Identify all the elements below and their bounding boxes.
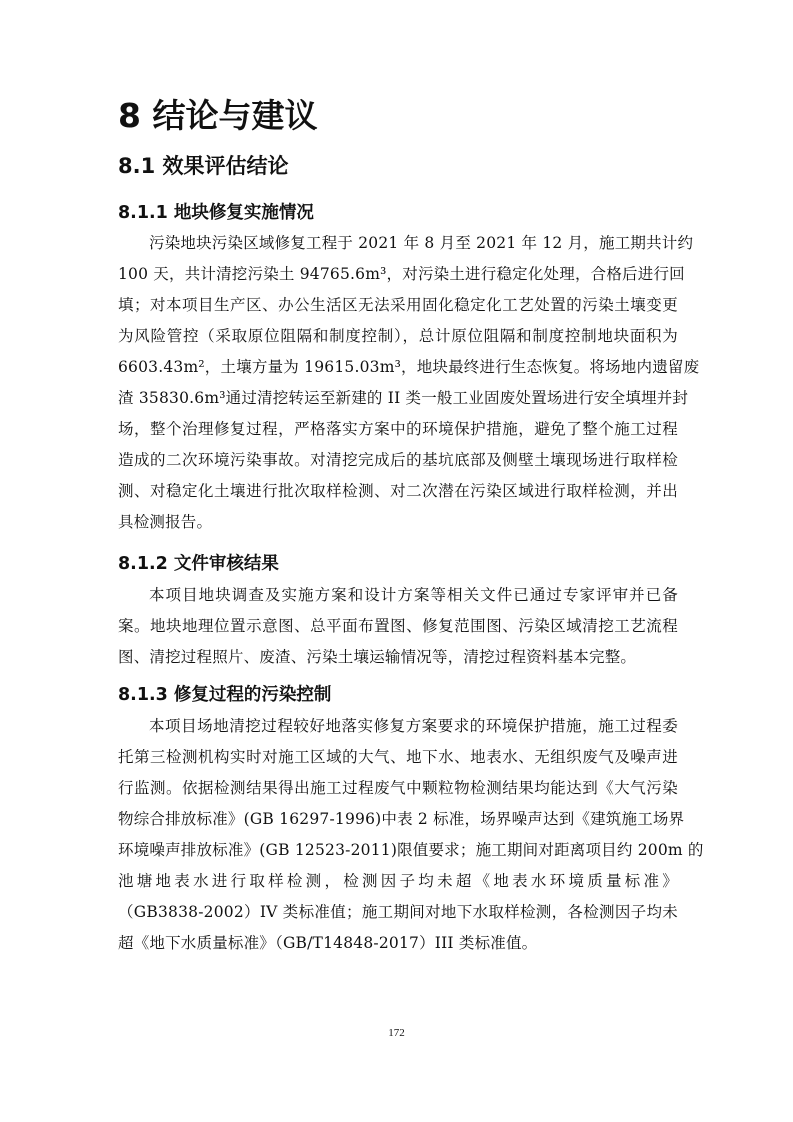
- paragraph-line: 场，整个治理修复过程，严格落实方案中的环境保护措施，避免了整个施工过程: [118, 420, 678, 438]
- paragraph-line: 6603.43m²，土壤方量为 19615.03m³，地块最终进行生态恢复。将场地内遗留废: [118, 358, 700, 376]
- paragraph-line: 超《地下水质量标准》（GB/T14848-2017）III 类标准值。: [118, 934, 538, 952]
- paragraph-line: 污染地块污染区域修复工程于 2021 年 8 月至 2021 年 12 月，施工期共计约: [149, 234, 694, 252]
- chapter-title: 8 结论与建议: [118, 96, 318, 135]
- paragraph-line: 环境噪声排放标准》(GB 12523-2011)限值要求；施工期间对距离项目约 200m 的: [118, 841, 704, 859]
- paragraph-line: 托第三检测机构实时对施工区域的大气、地下水、地表水、无组织废气及噪声进: [118, 748, 678, 766]
- paragraph-line: （GB3838-2002）IV 类标准值；施工期间对地下水取样检测，各检测因子均未: [118, 903, 678, 921]
- paragraph-line: 造成的二次环境污染事故。对清挖完成后的基坑底部及侧壁土壤现场进行取样检: [118, 451, 678, 469]
- paragraph-line: 具检测报告。: [118, 513, 213, 531]
- subsection-title-8-1-2: 8.1.2 文件审核结果: [118, 554, 279, 574]
- paragraph-line: 图、清挖过程照片、废渣、污染土壤运输情况等，清挖过程资料基本完整。: [118, 648, 637, 666]
- paragraph-line: 本项目地块调查及实施方案和设计方案等相关文件已通过专家评审并已备: [149, 586, 678, 604]
- paragraph-line: 100 天，共计清挖污染土 94765.6m³，对污染土进行稳定化处理，合格后进行回: [118, 265, 685, 283]
- paragraph-line: 渣 35830.6m³通过清挖转运至新建的 II 类一般工业固废处置场进行安全填埋并封: [118, 389, 689, 407]
- paragraph-line: 池塘地表水进行取样检测，检测因子均未超《地表水环境质量标准》: [118, 872, 678, 890]
- paragraph-line: 案。地块地理位置示意图、总平面布置图、修复范围图、污染区域清挖工艺流程: [118, 617, 678, 635]
- paragraph-line: 为风险管控（采取原位阻隔和制度控制），总计原位阻隔和制度控制地块面积为: [118, 327, 678, 345]
- subsection-title-8-1-1: 8.1.1 地块修复实施情况: [118, 203, 314, 223]
- paragraph-line: 测、对稳定化土壤进行批次取样检测、对二次潜在污染区域进行取样检测，并出: [118, 482, 678, 500]
- paragraph-document-review: [118, 580, 678, 673]
- paragraph-line: 本项目场地清挖过程较好地落实修复方案要求的环境保护措施，施工过程委: [149, 717, 678, 735]
- paragraph-pollution-control: [118, 711, 704, 959]
- paragraph-line: 物综合排放标准》(GB 16297-1996)中表 2 标准，场界噪声达到《建筑施工场界: [118, 810, 685, 828]
- subsection-title-8-1-3: 8.1.3 修复过程的污染控制: [118, 685, 332, 705]
- section-title: 8.1 效果评估结论: [118, 154, 289, 178]
- paragraph-line: 填；对本项目生产区、办公生活区无法采用固化稳定化工艺处置的污染土壤变更: [118, 296, 678, 314]
- paragraph-line: 行监测。依据检测结果得出施工过程废气中颗粒物检测结果均能达到《大气污染: [118, 779, 678, 797]
- page-number: 172: [388, 1027, 405, 1039]
- paragraph-implementation: [118, 228, 700, 538]
